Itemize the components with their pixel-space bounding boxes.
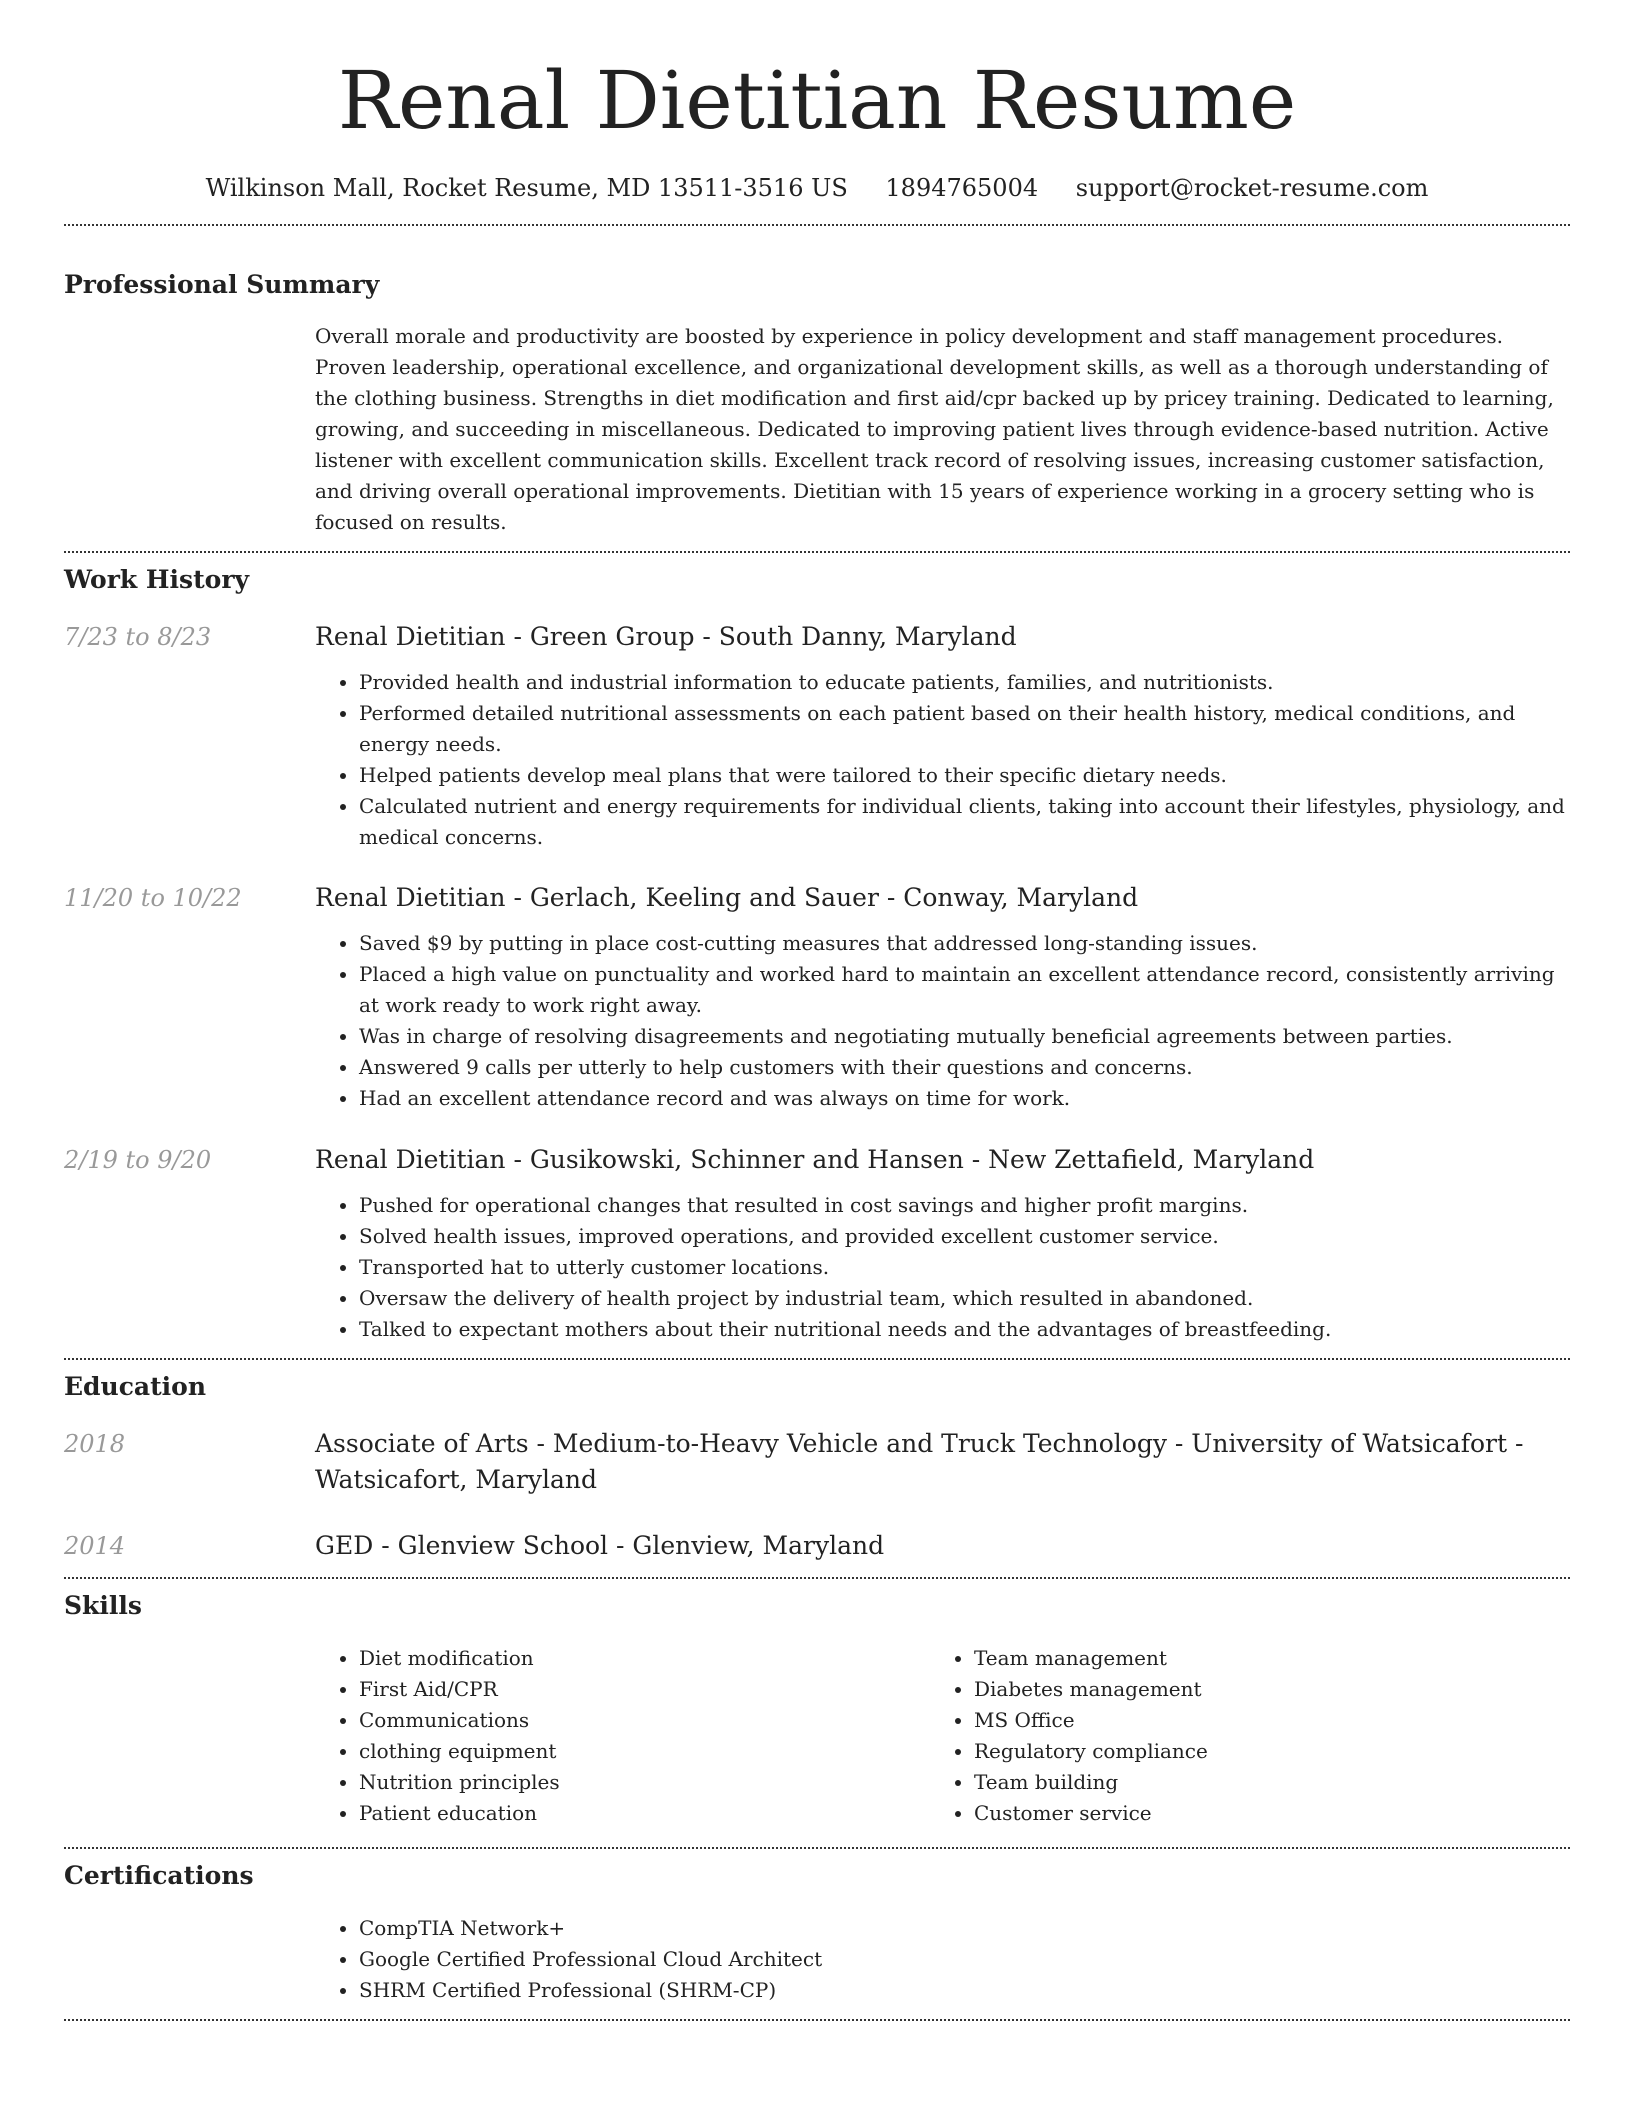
skills-column-right [930, 1643, 1545, 1829]
section-heading-certifications: Certifications [64, 1861, 254, 1890]
section-divider [64, 1577, 1570, 1579]
certification-item: • CompTIA Network+ [359, 1913, 1570, 1944]
contact-email: support@rocket-resume.com [1075, 174, 1429, 202]
job-bullets [315, 1190, 1570, 1345]
list-item: • Was in charge of resolving disagreements and negotiating mutually beneficial agreements between parties. [359, 1021, 1570, 1052]
skill-item: • Diet modification [359, 1643, 930, 1674]
job-dates: 2/19 to 9/20 [64, 1146, 212, 1174]
list-item: • Had an excellent attendance record and was always on time for work. [359, 1083, 1570, 1114]
job-bullets [315, 928, 1570, 1114]
section-divider [64, 1847, 1570, 1849]
skill-item: • MS Office [974, 1705, 1545, 1736]
skill-item: • clothing equipment [359, 1736, 930, 1767]
list-item: • Oversaw the delivery of health project by industrial team, which resulted in abandoned. [359, 1283, 1570, 1314]
section-divider [64, 551, 1570, 553]
job-entry [64, 880, 1570, 1114]
contact-phone: 1894765004 [885, 174, 1039, 202]
education-title: GED - Glenview School - Glenview, Maryland [315, 1531, 885, 1560]
list-item: • Performed detailed nutritional assessments on each patient based on their health history, medical conditions, and energy needs. [359, 698, 1570, 760]
skill-item: • Team building [974, 1767, 1545, 1798]
skill-item: • Team management [974, 1643, 1545, 1674]
job-title: Renal Dietitian - Gerlach, Keeling and Sauer - Conway, Maryland [315, 883, 1139, 912]
job-entry [64, 619, 1570, 853]
list-item: • Pushed for operational changes that resulted in cost savings and higher profit margins. [359, 1190, 1570, 1221]
job-dates: 11/20 to 10/22 [64, 884, 242, 912]
skill-item: • Customer service [974, 1798, 1545, 1829]
job-bullets [315, 667, 1570, 853]
list-item: • Talked to expectant mothers about their nutritional needs and the advantages of breastfeeding. [359, 1314, 1570, 1345]
certification-item: • Google Certified Professional Cloud Architect [359, 1944, 1570, 1975]
resume-title: Renal Dietitian Resume [337, 54, 1297, 147]
section-divider [64, 224, 1570, 226]
skill-item: • Nutrition principles [359, 1767, 930, 1798]
certifications-list [315, 1913, 1570, 2006]
contact-line [64, 172, 1570, 204]
summary-text: Overall morale and productivity are boosted by experience in policy development and staff management procedures. Proven leadership, operational excellence, and organizational development skills, as well as a thorough understanding of the clothing business. Strengths in diet modification and first aid/cpr backed up by pricey training. Dedicated to learning, growing, and succeeding in miscellaneous. Dedicated to improving patient lives through evidence-based nutrition. Active listener with excellent communication skills. Excellent track record of resolving issues, increasing customer satisfaction, and driving overall operational improvements. Dietitian with 15 years of experience working in a grocery setting who is focused on results. [315, 324, 1554, 534]
list-item: • Solved health issues, improved operations, and provided excellent customer service. [359, 1221, 1570, 1252]
skills-column-left [315, 1643, 930, 1829]
list-item: • Helped patients develop meal plans that were tailored to their specific dietary needs. [359, 760, 1570, 791]
section-divider [64, 2019, 1570, 2021]
section-heading-skills: Skills [64, 1591, 142, 1620]
section-heading-education: Education [64, 1372, 207, 1401]
job-title: Renal Dietitian - Gusikowski, Schinner and Hansen - New Zettafield, Maryland [315, 1145, 1315, 1174]
certification-item: • SHRM Certified Professional (SHRM-CP) [359, 1975, 1570, 2006]
list-item: • Placed a high value on punctuality and worked hard to maintain an excellent attendance record, consistently arriving at work ready to work right away. [359, 959, 1570, 1021]
contact-address: Wilkinson Mall, Rocket Resume, MD 13511-3516 US [205, 174, 848, 202]
skill-item: • Diabetes management [974, 1674, 1545, 1705]
education-title: Associate of Arts - Medium-to-Heavy Vehicle and Truck Technology - University of Watsicafort - Watsicafort, Maryland [315, 1429, 1524, 1494]
list-item: • Answered 9 calls per utterly to help customers with their questions and concerns. [359, 1052, 1570, 1083]
list-item: • Calculated nutrient and energy requirements for individual clients, taking into account their lifestyles, physiology, and medical concerns. [359, 791, 1570, 853]
job-title: Renal Dietitian - Green Group - South Danny, Maryland [315, 622, 1017, 651]
job-dates: 7/23 to 8/23 [64, 623, 212, 651]
section-heading-work: Work History [64, 565, 250, 594]
education-year: 2014 [64, 1532, 126, 1560]
skills-list [315, 1643, 1570, 1829]
section-heading-summary: Professional Summary [64, 270, 380, 299]
resume-page [64, 0, 1570, 2021]
skill-item: • Patient education [359, 1798, 930, 1829]
education-entry [64, 1426, 1570, 1498]
education-entry [64, 1528, 1570, 1564]
list-item: • Provided health and industrial information to educate patients, families, and nutritionists. [359, 667, 1570, 698]
list-item: • Transported hat to utterly customer locations. [359, 1252, 1570, 1283]
skill-item: • First Aid/CPR [359, 1674, 930, 1705]
education-year: 2018 [64, 1430, 126, 1458]
skill-item: • Regulatory compliance [974, 1736, 1545, 1767]
list-item: • Saved $9 by putting in place cost-cutting measures that addressed long-standing issues. [359, 928, 1570, 959]
job-entry [64, 1142, 1570, 1345]
section-divider [64, 1358, 1570, 1360]
skill-item: • Communications [359, 1705, 930, 1736]
